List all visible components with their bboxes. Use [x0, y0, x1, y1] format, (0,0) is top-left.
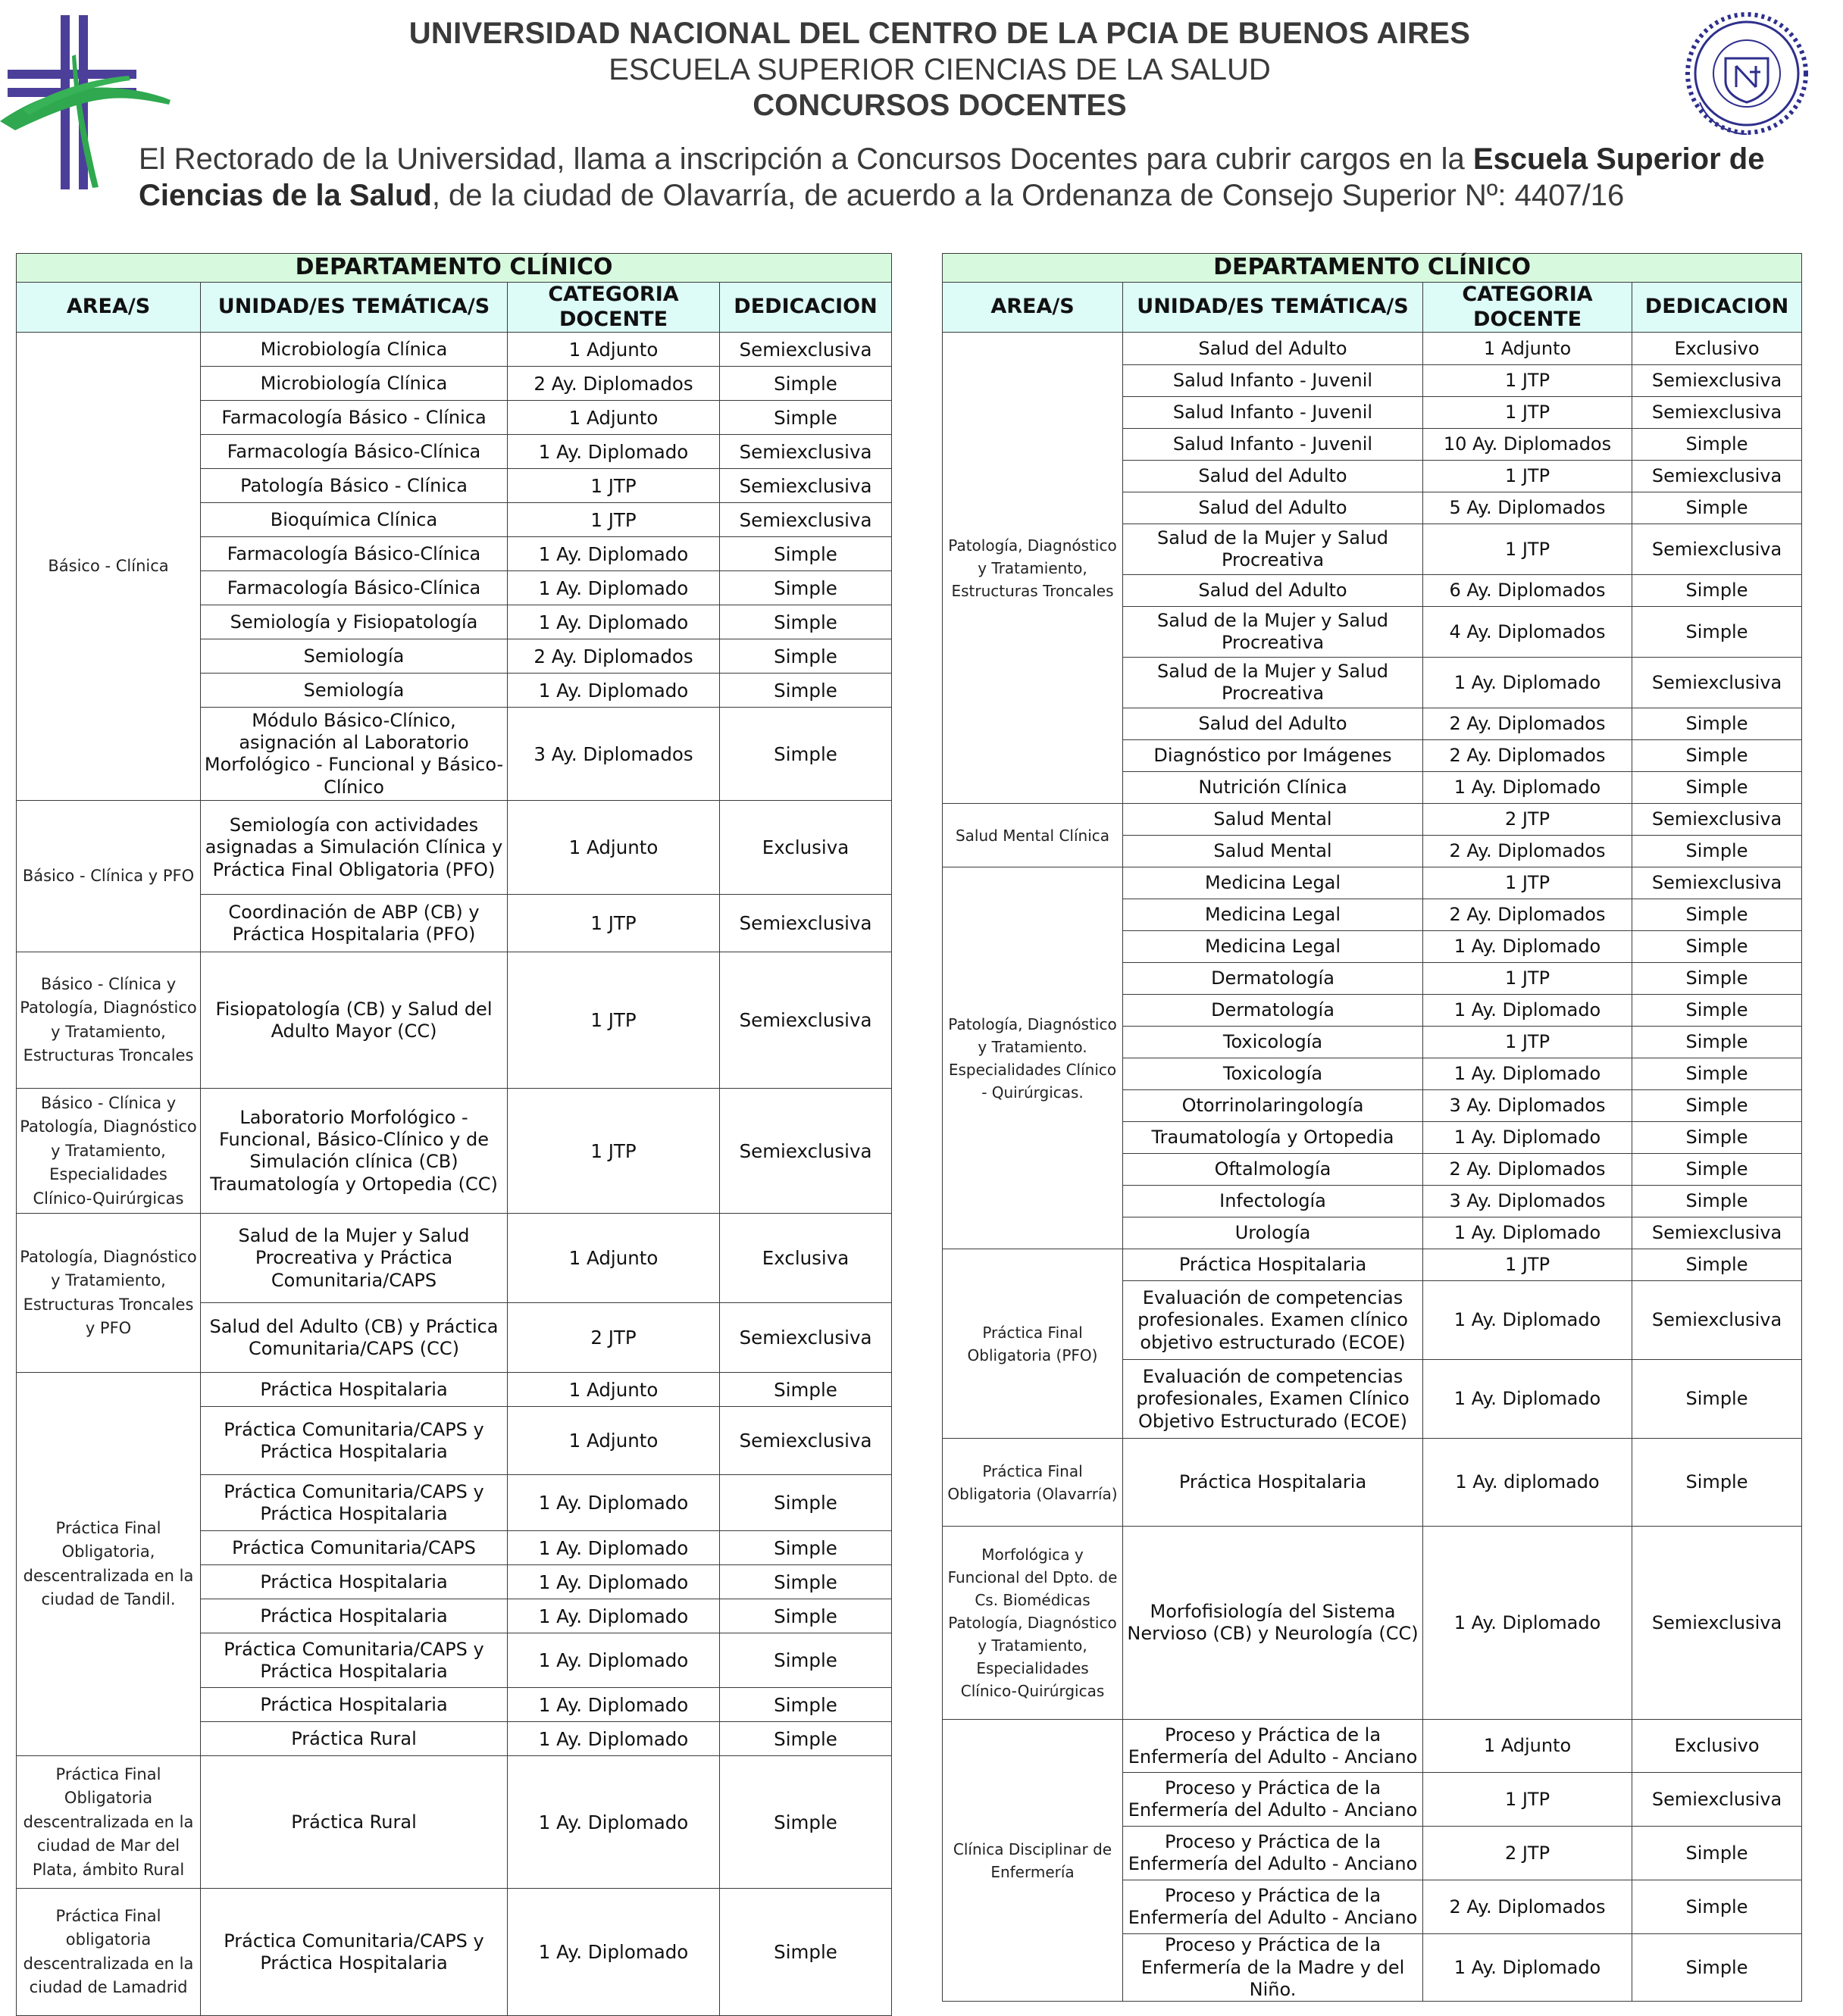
unit-cell: Semiología y Fisiopatología — [201, 605, 508, 639]
dedication-cell: Semiexclusiva — [1632, 1217, 1802, 1249]
col-header-dedication: DEDICACION — [720, 282, 892, 333]
category-cell: 1 Ay. Diplomado — [508, 674, 720, 708]
dedication-cell: Semiexclusiva — [720, 1089, 892, 1214]
category-cell: 4 Ay. Diplomados — [1423, 607, 1632, 658]
unit-cell: Medicina Legal — [1123, 867, 1423, 899]
unit-cell: Salud del Adulto (CB) y Práctica Comunitaria/CAPS (CC) — [201, 1303, 508, 1373]
category-cell: 1 Adjunto — [508, 1214, 720, 1303]
category-cell: 10 Ay. Diplomados — [1423, 429, 1632, 461]
dedication-cell: Semiexclusiva — [1632, 397, 1802, 429]
unit-cell: Evaluación de competencias profesionales. Examen clínico objetivo estructurado (ECOE) — [1123, 1281, 1423, 1360]
table-row — [17, 1089, 892, 1214]
category-cell: 1 Ay. Diplomado — [508, 1531, 720, 1565]
dedication-cell: Simple — [1632, 1360, 1802, 1439]
unit-cell: Proceso y Práctica de la Enfermería del Adulto - Anciano — [1123, 1880, 1423, 1934]
category-cell: 1 Ay. Diplomado — [508, 1756, 720, 1889]
category-cell: 5 Ay. Diplomados — [1423, 492, 1632, 524]
unit-cell: Evaluación de competencias profesionales, Examen Clínico Objetivo Estructurado (ECOE) — [1123, 1360, 1423, 1439]
dedication-cell: Simple — [1632, 1122, 1802, 1154]
intro-paragraph — [139, 141, 1821, 214]
unit-cell: Microbiología Clínica — [201, 367, 508, 401]
dedication-cell: Simple — [1632, 740, 1802, 772]
dedication-cell: Simple — [720, 1599, 892, 1633]
unit-cell: Salud del Adulto — [1123, 575, 1423, 607]
dedication-cell: Simple — [1632, 1934, 1802, 2002]
dedication-cell: Semiexclusiva — [1632, 1527, 1802, 1720]
dedication-cell: Simple — [1632, 1880, 1802, 1934]
area-cell: Práctica Final obligatoria descentralizada en la ciudad de Lamadrid — [17, 1889, 201, 2016]
unit-cell: Proceso y Práctica de la Enfermería del Adulto - Anciano — [1123, 1827, 1423, 1880]
table-row — [943, 1439, 1802, 1527]
unit-cell: Patología Básico - Clínica — [201, 469, 508, 503]
school-title: ESCUELA SUPERIOR CIENCIAS DE LA SALUD — [609, 53, 1271, 86]
category-cell: 2 Ay. Diplomados — [1423, 708, 1632, 740]
category-cell: 1 JTP — [1423, 397, 1632, 429]
dedication-cell: Simple — [1632, 836, 1802, 867]
department-header: DEPARTAMENTO CLÍNICO — [17, 254, 892, 283]
category-cell: 3 Ay. Diplomados — [1423, 1186, 1632, 1217]
dedication-cell: Semiexclusiva — [720, 1303, 892, 1373]
unit-cell: Otorrinolaringología — [1123, 1090, 1423, 1122]
category-cell: 1 Adjunto — [508, 801, 720, 895]
unit-cell: Práctica Comunitaria/CAPS y Práctica Hospitalaria — [201, 1475, 508, 1531]
unit-cell: Toxicología — [1123, 1058, 1423, 1090]
unit-cell: Farmacología Básico-Clínica — [201, 537, 508, 571]
category-cell: 1 JTP — [508, 503, 720, 537]
table-row — [943, 867, 1802, 899]
dedication-cell: Simple — [720, 367, 892, 401]
unit-cell: Práctica Rural — [201, 1756, 508, 1889]
unit-cell: Oftalmología — [1123, 1154, 1423, 1186]
unit-cell: Práctica Hospitalaria — [201, 1373, 508, 1407]
unit-cell: Proceso y Práctica de la Enfermería del Adulto - Anciano — [1123, 1773, 1423, 1827]
unit-cell: Semiología con actividades asignadas a Simulación Clínica y Práctica Final Obligatoria (PFO) — [201, 801, 508, 895]
dedication-cell: Simple — [720, 1688, 892, 1722]
dedication-cell: Simple — [1632, 492, 1802, 524]
category-cell: 1 Ay. Diplomado — [508, 1565, 720, 1599]
unit-cell: Salud de la Mujer y Salud Procreativa — [1123, 658, 1423, 708]
dedication-cell: Exclusiva — [720, 1214, 892, 1303]
col-header-area: AREA/S — [17, 282, 201, 333]
dedication-cell: Semiexclusiva — [720, 469, 892, 503]
table-row — [17, 952, 892, 1089]
unit-cell: Práctica Comunitaria/CAPS y Práctica Hospitalaria — [201, 1889, 508, 2016]
category-cell: 1 JTP — [1423, 867, 1632, 899]
unit-cell: Proceso y Práctica de la Enfermería de la Madre y del Niño. — [1123, 1934, 1423, 2002]
dedication-cell: Semiexclusiva — [1632, 365, 1802, 397]
dedication-cell: Simple — [1632, 575, 1802, 607]
unit-cell: Práctica Comunitaria/CAPS y Práctica Hospitalaria — [201, 1407, 508, 1475]
unit-cell: Salud de la Mujer y Salud Procreativa y Práctica Comunitaria/CAPS — [201, 1214, 508, 1303]
unit-cell: Salud Infanto - Juvenil — [1123, 365, 1423, 397]
unit-cell: Salud del Adulto — [1123, 708, 1423, 740]
unit-cell: Traumatología y Ortopedia — [1123, 1122, 1423, 1154]
dedication-cell: Simple — [1632, 995, 1802, 1027]
dedication-cell: Simple — [1632, 899, 1802, 931]
unit-cell: Microbiología Clínica — [201, 333, 508, 367]
dedication-cell: Simple — [1632, 1058, 1802, 1090]
table-row — [943, 1720, 1802, 1773]
category-cell: 1 Ay. Diplomado — [508, 1722, 720, 1756]
category-cell: 2 Ay. Diplomados — [1423, 899, 1632, 931]
category-cell: 2 Ay. Diplomados — [1423, 836, 1632, 867]
area-cell: Clínica Disciplinar de Enfermería — [943, 1720, 1123, 2002]
area-cell: Práctica Final Obligatoria, descentralizada en la ciudad de Tandil. — [17, 1373, 201, 1756]
dedication-cell: Simple — [720, 1531, 892, 1565]
unit-cell: Laboratorio Morfológico - Funcional, Básico-Clínico y de Simulación clínica (CB) Traumatología y Ortopedia (CC) — [201, 1089, 508, 1214]
category-cell: 2 Ay. Diplomados — [508, 639, 720, 674]
table-row — [943, 804, 1802, 836]
contests-title: CONCURSOS DOCENTES — [753, 89, 1127, 122]
unit-cell: Práctica Hospitalaria — [1123, 1439, 1423, 1527]
dedication-cell: Simple — [1632, 1827, 1802, 1880]
unit-cell: Práctica Comunitaria/CAPS — [201, 1531, 508, 1565]
unit-cell: Práctica Hospitalaria — [1123, 1249, 1423, 1281]
category-cell: 3 Ay. Diplomados — [1423, 1090, 1632, 1122]
category-cell: 6 Ay. Diplomados — [1423, 575, 1632, 607]
unit-cell: Toxicología — [1123, 1027, 1423, 1058]
area-cell: Patología, Diagnóstico y Tratamiento, Estructuras Troncales y PFO — [17, 1214, 201, 1373]
table-row — [17, 801, 892, 895]
unit-cell: Salud Mental — [1123, 804, 1423, 836]
category-cell: 1 Ay. Diplomado — [508, 1889, 720, 2016]
category-cell: 1 Ay. Diplomado — [508, 435, 720, 469]
category-cell: 1 Ay. Diplomado — [1423, 931, 1632, 963]
category-cell: 2 JTP — [508, 1303, 720, 1373]
col-header-unit: UNIDAD/ES TEMÁTICA/S — [201, 282, 508, 333]
unit-cell: Dermatología — [1123, 995, 1423, 1027]
dedication-cell: Simple — [720, 1722, 892, 1756]
category-cell: 1 Ay. Diplomado — [508, 537, 720, 571]
unit-cell: Práctica Rural — [201, 1722, 508, 1756]
category-cell: 1 JTP — [508, 469, 720, 503]
area-cell: Salud Mental Clínica — [943, 804, 1123, 867]
unit-cell: Farmacología Básico - Clínica — [201, 401, 508, 435]
area-cell: Básico - Clínica y Patología, Diagnóstico y Tratamiento, Especialidades Clínico-Quirúrgicas — [17, 1089, 201, 1214]
unit-cell: Salud Mental — [1123, 836, 1423, 867]
dedication-cell: Simple — [1632, 607, 1802, 658]
dedication-cell: Simple — [720, 1756, 892, 1889]
table-row — [943, 1249, 1802, 1281]
unit-cell: Infectología — [1123, 1186, 1423, 1217]
unit-cell: Medicina Legal — [1123, 931, 1423, 963]
category-cell: 1 Adjunto — [1423, 333, 1632, 365]
dedication-cell: Simple — [720, 639, 892, 674]
col-header-category: CATEGORIA DOCENTE — [1423, 282, 1632, 333]
dedication-cell: Simple — [1632, 772, 1802, 804]
area-cell: Práctica Final Obligatoria (Olavarría) — [943, 1439, 1123, 1527]
dedication-cell: Simple — [720, 401, 892, 435]
unit-cell: Bioquímica Clínica — [201, 503, 508, 537]
category-cell: 1 Adjunto — [508, 1407, 720, 1475]
category-cell: 2 Ay. Diplomados — [1423, 1154, 1632, 1186]
dedication-cell: Semiexclusiva — [1632, 524, 1802, 575]
dedication-cell: Semiexclusiva — [720, 435, 892, 469]
category-cell: 1 Ay. Diplomado — [1423, 1281, 1632, 1360]
unit-cell: Farmacología Básico-Clínica — [201, 435, 508, 469]
category-cell: 1 Ay. Diplomado — [508, 1688, 720, 1722]
dedication-cell: Semiexclusiva — [1632, 804, 1802, 836]
dedication-cell: Simple — [720, 537, 892, 571]
category-cell: 1 Ay. Diplomado — [1423, 1217, 1632, 1249]
category-cell: 1 Ay. Diplomado — [1423, 772, 1632, 804]
category-cell: 1 Adjunto — [1423, 1720, 1632, 1773]
category-cell: 1 JTP — [1423, 461, 1632, 492]
right-contests-table — [942, 253, 1802, 2002]
category-cell: 1 JTP — [1423, 1027, 1632, 1058]
table-row — [17, 1889, 892, 2016]
category-cell: 1 JTP — [508, 952, 720, 1089]
category-cell: 1 Adjunto — [508, 1373, 720, 1407]
category-cell: 1 JTP — [508, 895, 720, 952]
dedication-cell: Simple — [720, 674, 892, 708]
dedication-cell: Simple — [1632, 1027, 1802, 1058]
category-cell: 1 Ay. Diplomado — [1423, 1058, 1632, 1090]
dedication-cell: Simple — [1632, 708, 1802, 740]
unit-cell: Salud del Adulto — [1123, 492, 1423, 524]
category-cell: 1 Ay. Diplomado — [1423, 658, 1632, 708]
category-cell: 1 Ay. Diplomado — [508, 1475, 720, 1531]
unit-cell: Módulo Básico-Clínico, asignación al Laboratorio Morfológico - Funcional y Básico-Clínico — [201, 708, 508, 801]
category-cell: 1 JTP — [1423, 963, 1632, 995]
category-cell: 1 Ay. Diplomado — [1423, 1360, 1632, 1439]
dedication-cell: Semiexclusiva — [1632, 461, 1802, 492]
dedication-cell: Exclusiva — [720, 801, 892, 895]
category-cell: 2 Ay. Diplomados — [508, 367, 720, 401]
dedication-cell: Simple — [1632, 1249, 1802, 1281]
category-cell: 1 JTP — [1423, 1249, 1632, 1281]
category-cell: 1 Ay. Diplomado — [508, 571, 720, 605]
area-cell: Básico - Clínica — [17, 333, 201, 801]
dedication-cell: Semiexclusiva — [720, 1407, 892, 1475]
category-cell: 1 JTP — [1423, 524, 1632, 575]
category-cell: 1 Ay. diplomado — [1423, 1439, 1632, 1527]
table-row — [17, 333, 892, 367]
dedication-cell: Semiexclusiva — [720, 895, 892, 952]
area-cell: Básico - Clínica y Patología, Diagnóstico y Tratamiento, Estructuras Troncales — [17, 952, 201, 1089]
dedication-cell: Simple — [1632, 1154, 1802, 1186]
unit-cell: Proceso y Práctica de la Enfermería del Adulto - Anciano — [1123, 1720, 1423, 1773]
dedication-cell: Semiexclusiva — [720, 952, 892, 1089]
unit-cell: Salud de la Mujer y Salud Procreativa — [1123, 607, 1423, 658]
col-header-unit: UNIDAD/ES TEMÁTICA/S — [1123, 282, 1423, 333]
dedication-cell: Exclusivo — [1632, 1720, 1802, 1773]
dedication-cell: Simple — [1632, 1439, 1802, 1527]
unit-cell: Medicina Legal — [1123, 899, 1423, 931]
col-header-category: CATEGORIA DOCENTE — [508, 282, 720, 333]
unit-cell: Urología — [1123, 1217, 1423, 1249]
category-cell: 1 Adjunto — [508, 401, 720, 435]
dedication-cell: Simple — [1632, 1090, 1802, 1122]
table-row — [17, 1756, 892, 1889]
dedication-cell: Semiexclusiva — [720, 333, 892, 367]
unit-cell: Salud del Adulto — [1123, 333, 1423, 365]
unit-cell: Coordinación de ABP (CB) y Práctica Hospitalaria (PFO) — [201, 895, 508, 952]
table-row — [943, 1527, 1802, 1720]
unit-cell: Nutrición Clínica — [1123, 772, 1423, 804]
category-cell: 2 Ay. Diplomados — [1423, 740, 1632, 772]
unit-cell: Práctica Comunitaria/CAPS y Práctica Hospitalaria — [201, 1633, 508, 1688]
intro-school-name: Escuela Superior de Ciencias de la Salud — [139, 142, 1765, 212]
unit-cell: Diagnóstico por Imágenes — [1123, 740, 1423, 772]
category-cell: 1 Ay. Diplomado — [1423, 1527, 1632, 1720]
category-cell: 1 Ay. Diplomado — [508, 1633, 720, 1688]
left-contests-table — [16, 253, 892, 2016]
dedication-cell: Simple — [720, 1889, 892, 2016]
unit-cell: Práctica Hospitalaria — [201, 1565, 508, 1599]
dedication-cell: Simple — [720, 571, 892, 605]
area-cell: Práctica Final Obligatoria (PFO) — [943, 1249, 1123, 1439]
category-cell: 2 JTP — [1423, 804, 1632, 836]
unit-cell: Morfofisiología del Sistema Nervioso (CB) y Neurología (CC) — [1123, 1527, 1423, 1720]
dedication-cell: Simple — [720, 1565, 892, 1599]
category-cell: 2 Ay. Diplomados — [1423, 1880, 1632, 1934]
unit-cell: Semiología — [201, 674, 508, 708]
category-cell: 1 JTP — [508, 1089, 720, 1214]
table-row — [943, 333, 1802, 365]
dedication-cell: Semiexclusiva — [720, 503, 892, 537]
unit-cell: Dermatología — [1123, 963, 1423, 995]
category-cell: 1 Adjunto — [508, 333, 720, 367]
dedication-cell: Semiexclusiva — [1632, 1773, 1802, 1827]
dedication-cell: Simple — [720, 1475, 892, 1531]
dedication-cell: Simple — [720, 1633, 892, 1688]
category-cell: 2 JTP — [1423, 1827, 1632, 1880]
category-cell: 1 JTP — [1423, 1773, 1632, 1827]
area-cell: Básico - Clínica y PFO — [17, 801, 201, 952]
dedication-cell: Simple — [1632, 963, 1802, 995]
dedication-cell: Simple — [720, 1373, 892, 1407]
category-cell: 3 Ay. Diplomados — [508, 708, 720, 801]
area-cell: Práctica Final Obligatoria descentralizada en la ciudad de Mar del Plata, ámbito Rural — [17, 1756, 201, 1889]
unit-cell: Salud de la Mujer y Salud Procreativa — [1123, 524, 1423, 575]
category-cell: 1 Ay. Diplomado — [508, 605, 720, 639]
category-cell: 1 Ay. Diplomado — [508, 1599, 720, 1633]
dedication-cell: Semiexclusiva — [1632, 658, 1802, 708]
category-cell: 1 JTP — [1423, 365, 1632, 397]
area-cell: Patología, Diagnóstico y Tratamiento, Estructuras Troncales — [943, 333, 1123, 804]
table-row — [17, 1373, 892, 1407]
table-row — [17, 1214, 892, 1303]
dedication-cell: Simple — [1632, 1186, 1802, 1217]
unit-cell: Fisiopatología (CB) y Salud del Adulto Mayor (CC) — [201, 952, 508, 1089]
intro-text-1: El Rectorado de la Universidad, llama a inscripción a Concursos Docentes para cubrir cargos en la — [139, 142, 1473, 176]
unit-cell: Salud Infanto - Juvenil — [1123, 397, 1423, 429]
dedication-cell: Simple — [1632, 429, 1802, 461]
col-header-area: AREA/S — [943, 282, 1123, 333]
category-cell: 1 Ay. Diplomado — [1423, 1934, 1632, 2002]
dedication-cell: Simple — [720, 708, 892, 801]
department-header: DEPARTAMENTO CLÍNICO — [943, 254, 1802, 283]
dedication-cell: Simple — [720, 605, 892, 639]
col-header-dedication: DEDICACION — [1632, 282, 1802, 333]
unit-cell: Salud Infanto - Juvenil — [1123, 429, 1423, 461]
area-cell: Patología, Diagnóstico y Tratamiento. Especialidades Clínico - Quirúrgicas. — [943, 867, 1123, 1249]
unit-cell: Práctica Hospitalaria — [201, 1599, 508, 1633]
area-cell: Morfológica y Funcional del Dpto. de Cs. Biomédicas Patología, Diagnóstico y Tratamiento, Especialidades Clínico-Quirúrgicas — [943, 1527, 1123, 1720]
dedication-cell: Exclusivo — [1632, 333, 1802, 365]
unit-cell: Semiología — [201, 639, 508, 674]
unit-cell: Salud del Adulto — [1123, 461, 1423, 492]
dedication-cell: Semiexclusiva — [1632, 867, 1802, 899]
dedication-cell: Simple — [1632, 931, 1802, 963]
unit-cell: Práctica Hospitalaria — [201, 1688, 508, 1722]
university-seal-icon — [1671, 11, 1823, 136]
category-cell: 1 Ay. Diplomado — [1423, 1122, 1632, 1154]
unit-cell: Farmacología Básico-Clínica — [201, 571, 508, 605]
university-title: UNIVERSIDAD NACIONAL DEL CENTRO DE LA PCIA DE BUENOS AIRES — [408, 17, 1471, 50]
dedication-cell: Semiexclusiva — [1632, 1281, 1802, 1360]
category-cell: 1 Ay. Diplomado — [1423, 995, 1632, 1027]
intro-text-2: , de la ciudad de Olavarría, de acuerdo a la Ordenanza de Consejo Superior Nº: 4407/16 — [431, 179, 1625, 212]
